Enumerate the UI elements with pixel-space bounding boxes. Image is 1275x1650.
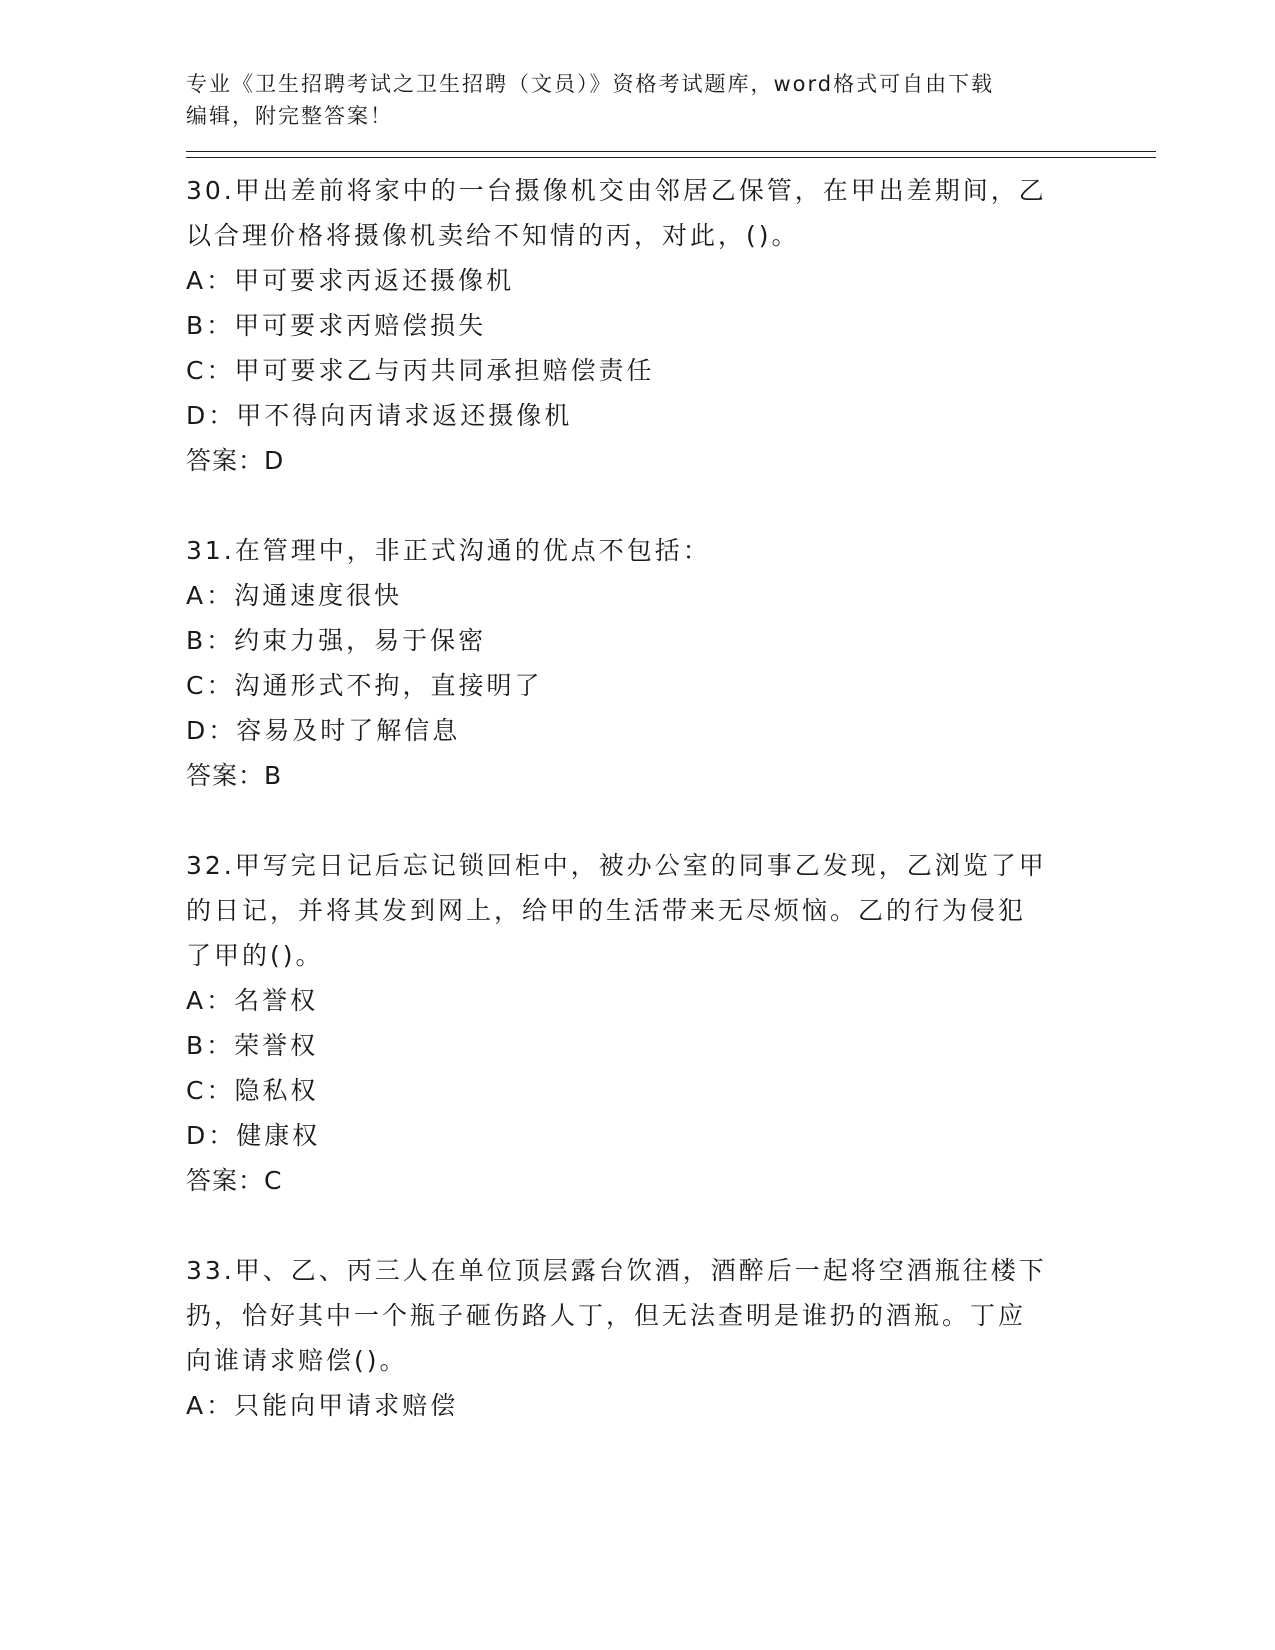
stem-line: 33.甲、乙、丙三人在单位顶层露台饮酒，酒醉后一起将空酒瓶往楼下: [186, 1256, 1047, 1285]
document-page: [186, 68, 1156, 1473]
stem-line: 30.甲出差前将家中的一台摄像机交由邻居乙保管，在甲出差期间，乙: [186, 176, 1047, 205]
answer-line: 答案：B: [186, 761, 283, 790]
option-d: D：健康权: [186, 1121, 321, 1150]
question-stem: [186, 843, 1086, 978]
stem-line: 了甲的()。: [186, 941, 324, 970]
option-c: C：甲可要求乙与丙共同承担赔偿责任: [186, 356, 655, 385]
option-d: D：甲不得向丙请求返还摄像机: [186, 401, 573, 430]
header-line: 编辑，附完整答案！: [186, 104, 393, 128]
option-a: A：沟通速度很快: [186, 581, 403, 610]
document-header: [186, 68, 1066, 132]
question-32: [186, 843, 1156, 1203]
stem-line: 扔，恰好其中一个瓶子砸伤路人丁，但无法查明是谁扔的酒瓶。丁应: [186, 1301, 1027, 1330]
stem-line: 32.甲写完日记后忘记锁回柜中，被办公室的同事乙发现，乙浏览了甲: [186, 851, 1047, 880]
answer-line: 答案：D: [186, 446, 285, 475]
question-stem: [186, 168, 1086, 258]
header-line: 专业《卫生招聘考试之卫生招聘（文员）》资格考试题库，word格式可自由下载: [186, 72, 995, 96]
stem-line: 的日记，并将其发到网上，给甲的生活带来无尽烦恼。乙的行为侵犯: [186, 896, 1027, 925]
question-stem: [186, 528, 1086, 573]
option-c: C：沟通形式不拘，直接明了: [186, 671, 543, 700]
stem-line: 向谁请求赔偿()。: [186, 1346, 408, 1375]
option-a: A：甲可要求丙返还摄像机: [186, 266, 515, 295]
answer-line: 答案：C: [186, 1166, 283, 1195]
option-d: D：容易及时了解信息: [186, 716, 461, 745]
option-b: B：甲可要求丙赔偿损失: [186, 311, 487, 340]
option-b: B：荣誉权: [186, 1031, 319, 1060]
header-divider: [186, 151, 1156, 158]
question-31: [186, 528, 1156, 798]
question-33: [186, 1248, 1156, 1428]
stem-line: 以合理价格将摄像机卖给不知情的丙，对此，()。: [186, 221, 800, 250]
question-list: [186, 168, 1156, 1428]
option-b: B：约束力强，易于保密: [186, 626, 487, 655]
stem-line: 31.在管理中，非正式沟通的优点不包括：: [186, 536, 711, 565]
question-stem: [186, 1248, 1086, 1383]
option-a: A：名誉权: [186, 986, 319, 1015]
option-a: A：只能向甲请求赔偿: [186, 1391, 459, 1420]
option-c: C：隐私权: [186, 1076, 319, 1105]
question-30: [186, 168, 1156, 483]
